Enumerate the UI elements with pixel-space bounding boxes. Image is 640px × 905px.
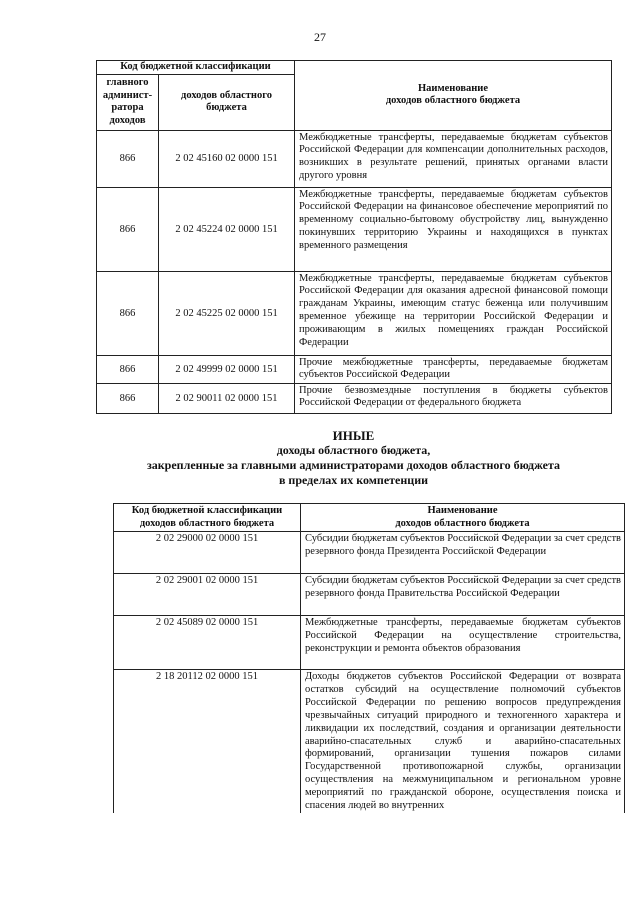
revenue-name-cell: Доходы бюджетов субъектов Российской Федерации от возврата остатков субсидий на осуществление полномочий субъектов Российской Федерации по решению вопросов предупреждения чрезвычайных ситуаций природного и техногенного характера и ликвидации их последствий, создания и организации деятельности аварийно-спасательных служб и аварийно-спасательных формирований, организации тушения пожаров силами Государственной противопожарной службы, организации осуществления на межмуниципальном и региональном уровне мероприятий по гражданской обороне, осуществления поиска и спасения людей во внутренних [301,670,625,813]
revenue-name-cell: Межбюджетные трансферты, передаваемые бюджетам субъектов Российской Федерации на финансовое обеспечение мероприятий по временному социально-бытовому обустройству лиц, вынужденно покинувших территорию Украины и находящихся в пунктах временного размещения [295,187,612,271]
section-title-line3: в пределах их компетенции [278,473,429,487]
section-title-line2: закрепленные за главными администраторами доходов областного бюджета [146,458,561,472]
table-row [97,355,612,383]
table-row [97,187,612,271]
kbk-code-cell: 2 02 49999 02 0000 151 [159,355,295,383]
kbk-code-cell: 2 02 29001 02 0000 151 [114,574,301,616]
kbk-code-cell: 2 02 45224 02 0000 151 [159,187,295,271]
name-column-header: Наименование доходов областного бюджета [295,61,612,131]
section-title-main: ИНЫЕ [332,428,375,443]
table-row [97,271,612,355]
kbk-code-cell: 2 02 90011 02 0000 151 [159,383,295,413]
name-column-header: Наименование доходов областного бюджета [301,504,625,532]
table-row [114,532,625,574]
admin-code-cell: 866 [97,130,159,187]
revenue-name-cell: Субсидии бюджетам субъектов Российской Федерации за счет средств резервного фонда Президента Российской Федерации [301,532,625,574]
admin-code-cell: 866 [97,187,159,271]
section-title-line1: доходы областного бюджета, [276,443,431,457]
kbk-code-cell: 2 02 29000 02 0000 151 [114,532,301,574]
kbk-column-header: Код бюджетной классификации доходов областного бюджета [114,504,301,532]
section-heading [96,428,611,488]
table-row [97,130,612,187]
revenue-table-2 [113,503,625,813]
revenue-name-cell: Межбюджетные трансферты, передаваемые бюджетам субъектов Российской Федерации для оказания адресной финансовой помощи гражданам Украины, имеющим статус беженца или получившим временное убежище на территории Российской Федерации и проживающим в жилых помещениях граждан Российской Федерации [295,271,612,355]
kbk-code-cell: 2 02 45089 02 0000 151 [114,616,301,670]
revenue-name-cell: Прочие межбюджетные трансферты, передаваемые бюджетам субъектов Российской Федерации [295,355,612,383]
revenue-name-cell: Межбюджетные трансферты, передаваемые бюджетам субъектов Российской Федерации для компенсации дополнительных расходов, возникших в результате решений, принятых органами власти другого уровня [295,130,612,187]
table-row [114,574,625,616]
revenue-table-1 [96,60,612,414]
admin-code-cell: 866 [97,271,159,355]
table-row [97,383,612,413]
admin-code-cell: 866 [97,383,159,413]
admin-code-cell: 866 [97,355,159,383]
revenue-name-cell: Прочие безвозмездные поступления в бюджеты субъектов Российской Федерации от федерального бюджета [295,383,612,413]
admin-column-header: главного админист- ратора доходов [97,74,159,130]
revenue-name-cell: Субсидии бюджетам субъектов Российской Федерации за счет средств резервного фонда Правительства Российской Федерации [301,574,625,616]
table-row [114,670,625,813]
income-code-column-header: доходов областного бюджета [159,74,295,130]
kbk-group-header: Код бюджетной классификации [97,61,295,75]
kbk-code-cell: 2 02 45160 02 0000 151 [159,130,295,187]
kbk-code-cell: 2 18 20112 02 0000 151 [114,670,301,813]
kbk-code-cell: 2 02 45225 02 0000 151 [159,271,295,355]
table-row [114,616,625,670]
revenue-name-cell: Межбюджетные трансферты, передаваемые бюджетам субъектов Российской Федерации на осуществление строительства, реконструкции и ремонта объектов образования [301,616,625,670]
page-number: 27 [314,30,326,44]
